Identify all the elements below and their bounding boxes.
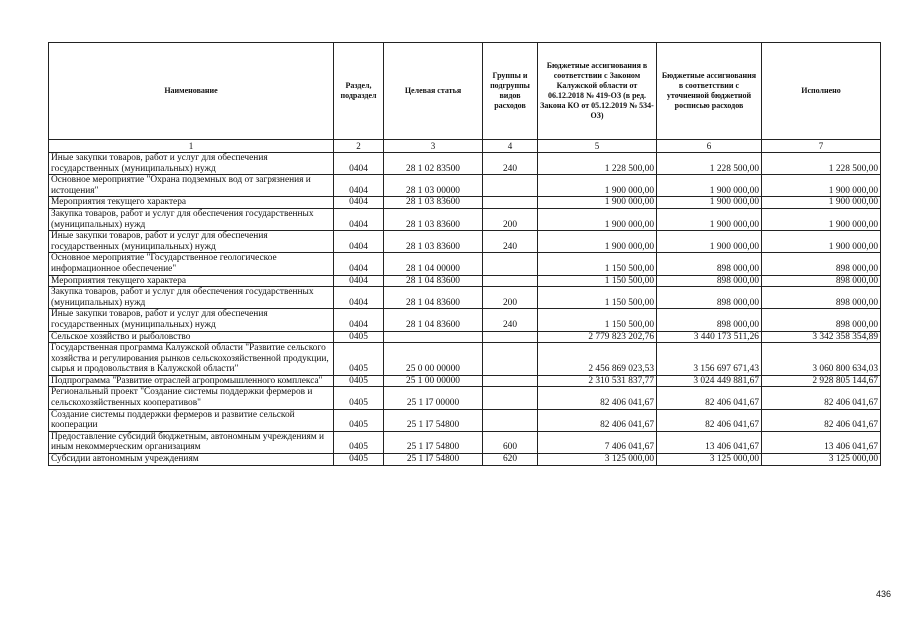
- row-law-allocation: 2 456 869 023,53: [538, 343, 657, 376]
- row-refined-allocation: 898 000,00: [657, 253, 762, 275]
- col-num: 7: [762, 140, 881, 153]
- row-name: Закупка товаров, работ и услуг для обеспечения государственных (муниципальных) нужд: [49, 287, 334, 309]
- row-target: 28 1 03 83600: [384, 231, 483, 253]
- row-name: Создание системы поддержки фермеров и развитие сельской кооперации: [49, 409, 334, 431]
- row-law-allocation: 3 125 000,00: [538, 454, 657, 466]
- row-law-allocation: 82 406 041,67: [538, 387, 657, 409]
- row-law-allocation: 1 228 500,00: [538, 153, 657, 175]
- row-name: Региональный проект "Создание системы поддержки фермеров и сельскохозяйственных кооперативов": [49, 387, 334, 409]
- row-group: 200: [483, 208, 538, 230]
- row-refined-allocation: 1 900 000,00: [657, 208, 762, 230]
- row-refined-allocation: 1 900 000,00: [657, 231, 762, 253]
- row-executed: 2 928 805 144,67: [762, 375, 881, 387]
- row-group: [483, 409, 538, 431]
- row-executed: 1 900 000,00: [762, 175, 881, 197]
- row-target: 28 1 04 83600: [384, 287, 483, 309]
- row-refined-allocation: 898 000,00: [657, 275, 762, 287]
- row-name: Закупка товаров, работ и услуг для обеспечения государственных (муниципальных) нужд: [49, 208, 334, 230]
- row-section: 0405: [334, 331, 384, 343]
- row-executed: 3 125 000,00: [762, 454, 881, 466]
- row-target: 28 1 04 00000: [384, 253, 483, 275]
- row-law-allocation: 7 406 041,67: [538, 431, 657, 453]
- row-law-allocation: 1 900 000,00: [538, 197, 657, 209]
- row-name: Мероприятия текущего характера: [49, 275, 334, 287]
- row-name: Государственная программа Калужской области "Развитие сельского хозяйства и регулирования рынков сельскохозяйственной продукции, сырья и продовольствия в Калужской области": [49, 343, 334, 376]
- table-row: [49, 331, 881, 343]
- row-section: 0405: [334, 343, 384, 376]
- row-target: [384, 331, 483, 343]
- row-name: Иные закупки товаров, работ и услуг для обеспечения государственных (муниципальных) нужд: [49, 231, 334, 253]
- row-section: 0405: [334, 431, 384, 453]
- table-row: [49, 253, 881, 275]
- table-row: [49, 387, 881, 409]
- row-refined-allocation: 1 900 000,00: [657, 197, 762, 209]
- row-group: [483, 343, 538, 376]
- row-refined-allocation: 898 000,00: [657, 287, 762, 309]
- row-section: 0404: [334, 175, 384, 197]
- row-target: 28 1 03 83600: [384, 197, 483, 209]
- page-number: 436: [876, 589, 892, 599]
- table-row: [49, 343, 881, 376]
- row-law-allocation: 1 900 000,00: [538, 231, 657, 253]
- row-section: 0405: [334, 409, 384, 431]
- row-law-allocation: 2 779 823 202,76: [538, 331, 657, 343]
- row-refined-allocation: 1 228 500,00: [657, 153, 762, 175]
- row-executed: 1 900 000,00: [762, 197, 881, 209]
- row-law-allocation: 1 150 500,00: [538, 309, 657, 331]
- row-section: 0404: [334, 309, 384, 331]
- row-name: Основное мероприятие "Охрана подземных вод от загрязнения и истощения": [49, 175, 334, 197]
- row-name: Предоставление субсидий бюджетным, автономным учреждениям и иным некоммерческим организациям: [49, 431, 334, 453]
- col-num: 5: [538, 140, 657, 153]
- row-group: 200: [483, 287, 538, 309]
- col-num: 1: [49, 140, 334, 153]
- col-num: 6: [657, 140, 762, 153]
- row-executed: 1 900 000,00: [762, 231, 881, 253]
- row-section: 0404: [334, 287, 384, 309]
- header-section: Раздел, подраздел: [334, 43, 384, 140]
- table-row: [49, 287, 881, 309]
- table-row: [49, 375, 881, 387]
- row-executed: 898 000,00: [762, 309, 881, 331]
- row-refined-allocation: 898 000,00: [657, 309, 762, 331]
- row-group: 600: [483, 431, 538, 453]
- row-target: 25 1 00 00000: [384, 375, 483, 387]
- row-law-allocation: 1 150 500,00: [538, 275, 657, 287]
- row-section: 0404: [334, 275, 384, 287]
- row-executed: 82 406 041,67: [762, 387, 881, 409]
- column-number-row: [49, 140, 881, 153]
- header-executed: Исполнено: [762, 43, 881, 140]
- row-target: 25 0 00 00000: [384, 343, 483, 376]
- row-section: 0405: [334, 375, 384, 387]
- row-executed: 1 228 500,00: [762, 153, 881, 175]
- row-group: [483, 197, 538, 209]
- row-section: 0405: [334, 387, 384, 409]
- col-num: 2: [334, 140, 384, 153]
- row-target: 28 1 04 83600: [384, 275, 483, 287]
- row-group: 240: [483, 153, 538, 175]
- row-refined-allocation: 1 900 000,00: [657, 175, 762, 197]
- row-group: [483, 275, 538, 287]
- row-name: Основное мероприятие "Государственное геологическое информационное обеспечение": [49, 253, 334, 275]
- row-section: 0404: [334, 253, 384, 275]
- header-group: Группы и подгруппы видов расходов: [483, 43, 538, 140]
- table-row: [49, 208, 881, 230]
- row-target: 25 1 I7 54800: [384, 431, 483, 453]
- row-target: 28 1 03 83600: [384, 208, 483, 230]
- row-law-allocation: 1 900 000,00: [538, 208, 657, 230]
- table-row: [49, 275, 881, 287]
- row-executed: 898 000,00: [762, 253, 881, 275]
- row-law-allocation: 1 150 500,00: [538, 253, 657, 275]
- row-refined-allocation: 3 125 000,00: [657, 454, 762, 466]
- row-executed: 3 060 800 634,03: [762, 343, 881, 376]
- row-section: 0404: [334, 208, 384, 230]
- row-section: 0404: [334, 153, 384, 175]
- row-target: 28 1 02 83500: [384, 153, 483, 175]
- row-executed: 13 406 041,67: [762, 431, 881, 453]
- row-section: 0404: [334, 197, 384, 209]
- row-refined-allocation: 13 406 041,67: [657, 431, 762, 453]
- table-row: [49, 153, 881, 175]
- table-row: [49, 454, 881, 466]
- row-law-allocation: 82 406 041,67: [538, 409, 657, 431]
- row-group: [483, 375, 538, 387]
- row-group: 620: [483, 454, 538, 466]
- row-executed: 898 000,00: [762, 287, 881, 309]
- row-group: [483, 331, 538, 343]
- row-executed: 3 342 358 354,89: [762, 331, 881, 343]
- row-law-allocation: 1 150 500,00: [538, 287, 657, 309]
- row-refined-allocation: 82 406 041,67: [657, 387, 762, 409]
- row-law-allocation: 1 900 000,00: [538, 175, 657, 197]
- row-name: Подпрограмма "Развитие отраслей агропромышленного комплекса": [49, 375, 334, 387]
- header-row: [49, 43, 881, 140]
- row-section: 0404: [334, 231, 384, 253]
- header-name: Наименование: [49, 43, 334, 140]
- row-law-allocation: 2 310 531 837,77: [538, 375, 657, 387]
- row-group: [483, 253, 538, 275]
- row-refined-allocation: 3 156 697 671,43: [657, 343, 762, 376]
- row-group: [483, 175, 538, 197]
- row-target: 25 1 I7 54800: [384, 409, 483, 431]
- row-refined-allocation: 3 440 173 511,26: [657, 331, 762, 343]
- row-name: Сельское хозяйство и рыболовство: [49, 331, 334, 343]
- table-row: [49, 197, 881, 209]
- header-refined-allocation: Бюджетные ассигнования в соответствии с уточненной бюджетной росписью расходов: [657, 43, 762, 140]
- row-target: 28 1 04 83600: [384, 309, 483, 331]
- row-section: 0405: [334, 454, 384, 466]
- row-target: 25 1 I7 54800: [384, 454, 483, 466]
- col-num: 3: [384, 140, 483, 153]
- row-group: 240: [483, 309, 538, 331]
- row-name: Мероприятия текущего характера: [49, 197, 334, 209]
- row-group: 240: [483, 231, 538, 253]
- header-law-allocation: Бюджетные ассигнования в соответствии с Законом Калужской области от 06.12.2018 № 419-ОЗ (в ред. Закона КО от 05.12.2019 № 534-ОЗ): [538, 43, 657, 140]
- table-row: [49, 231, 881, 253]
- row-group: [483, 387, 538, 409]
- row-name: Иные закупки товаров, работ и услуг для обеспечения государственных (муниципальных) нужд: [49, 309, 334, 331]
- row-refined-allocation: 82 406 041,67: [657, 409, 762, 431]
- table-row: [49, 175, 881, 197]
- table-row: [49, 409, 881, 431]
- row-executed: 82 406 041,67: [762, 409, 881, 431]
- header-target: Целевая статья: [384, 43, 483, 140]
- row-name: Иные закупки товаров, работ и услуг для обеспечения государственных (муниципальных) нужд: [49, 153, 334, 175]
- row-executed: 898 000,00: [762, 275, 881, 287]
- row-target: 25 1 I7 00000: [384, 387, 483, 409]
- row-target: 28 1 03 00000: [384, 175, 483, 197]
- row-executed: 1 900 000,00: [762, 208, 881, 230]
- budget-table: [48, 42, 881, 466]
- table-row: [49, 431, 881, 453]
- table-row: [49, 309, 881, 331]
- col-num: 4: [483, 140, 538, 153]
- row-name: Субсидии автономным учреждениям: [49, 454, 334, 466]
- row-refined-allocation: 3 024 449 881,67: [657, 375, 762, 387]
